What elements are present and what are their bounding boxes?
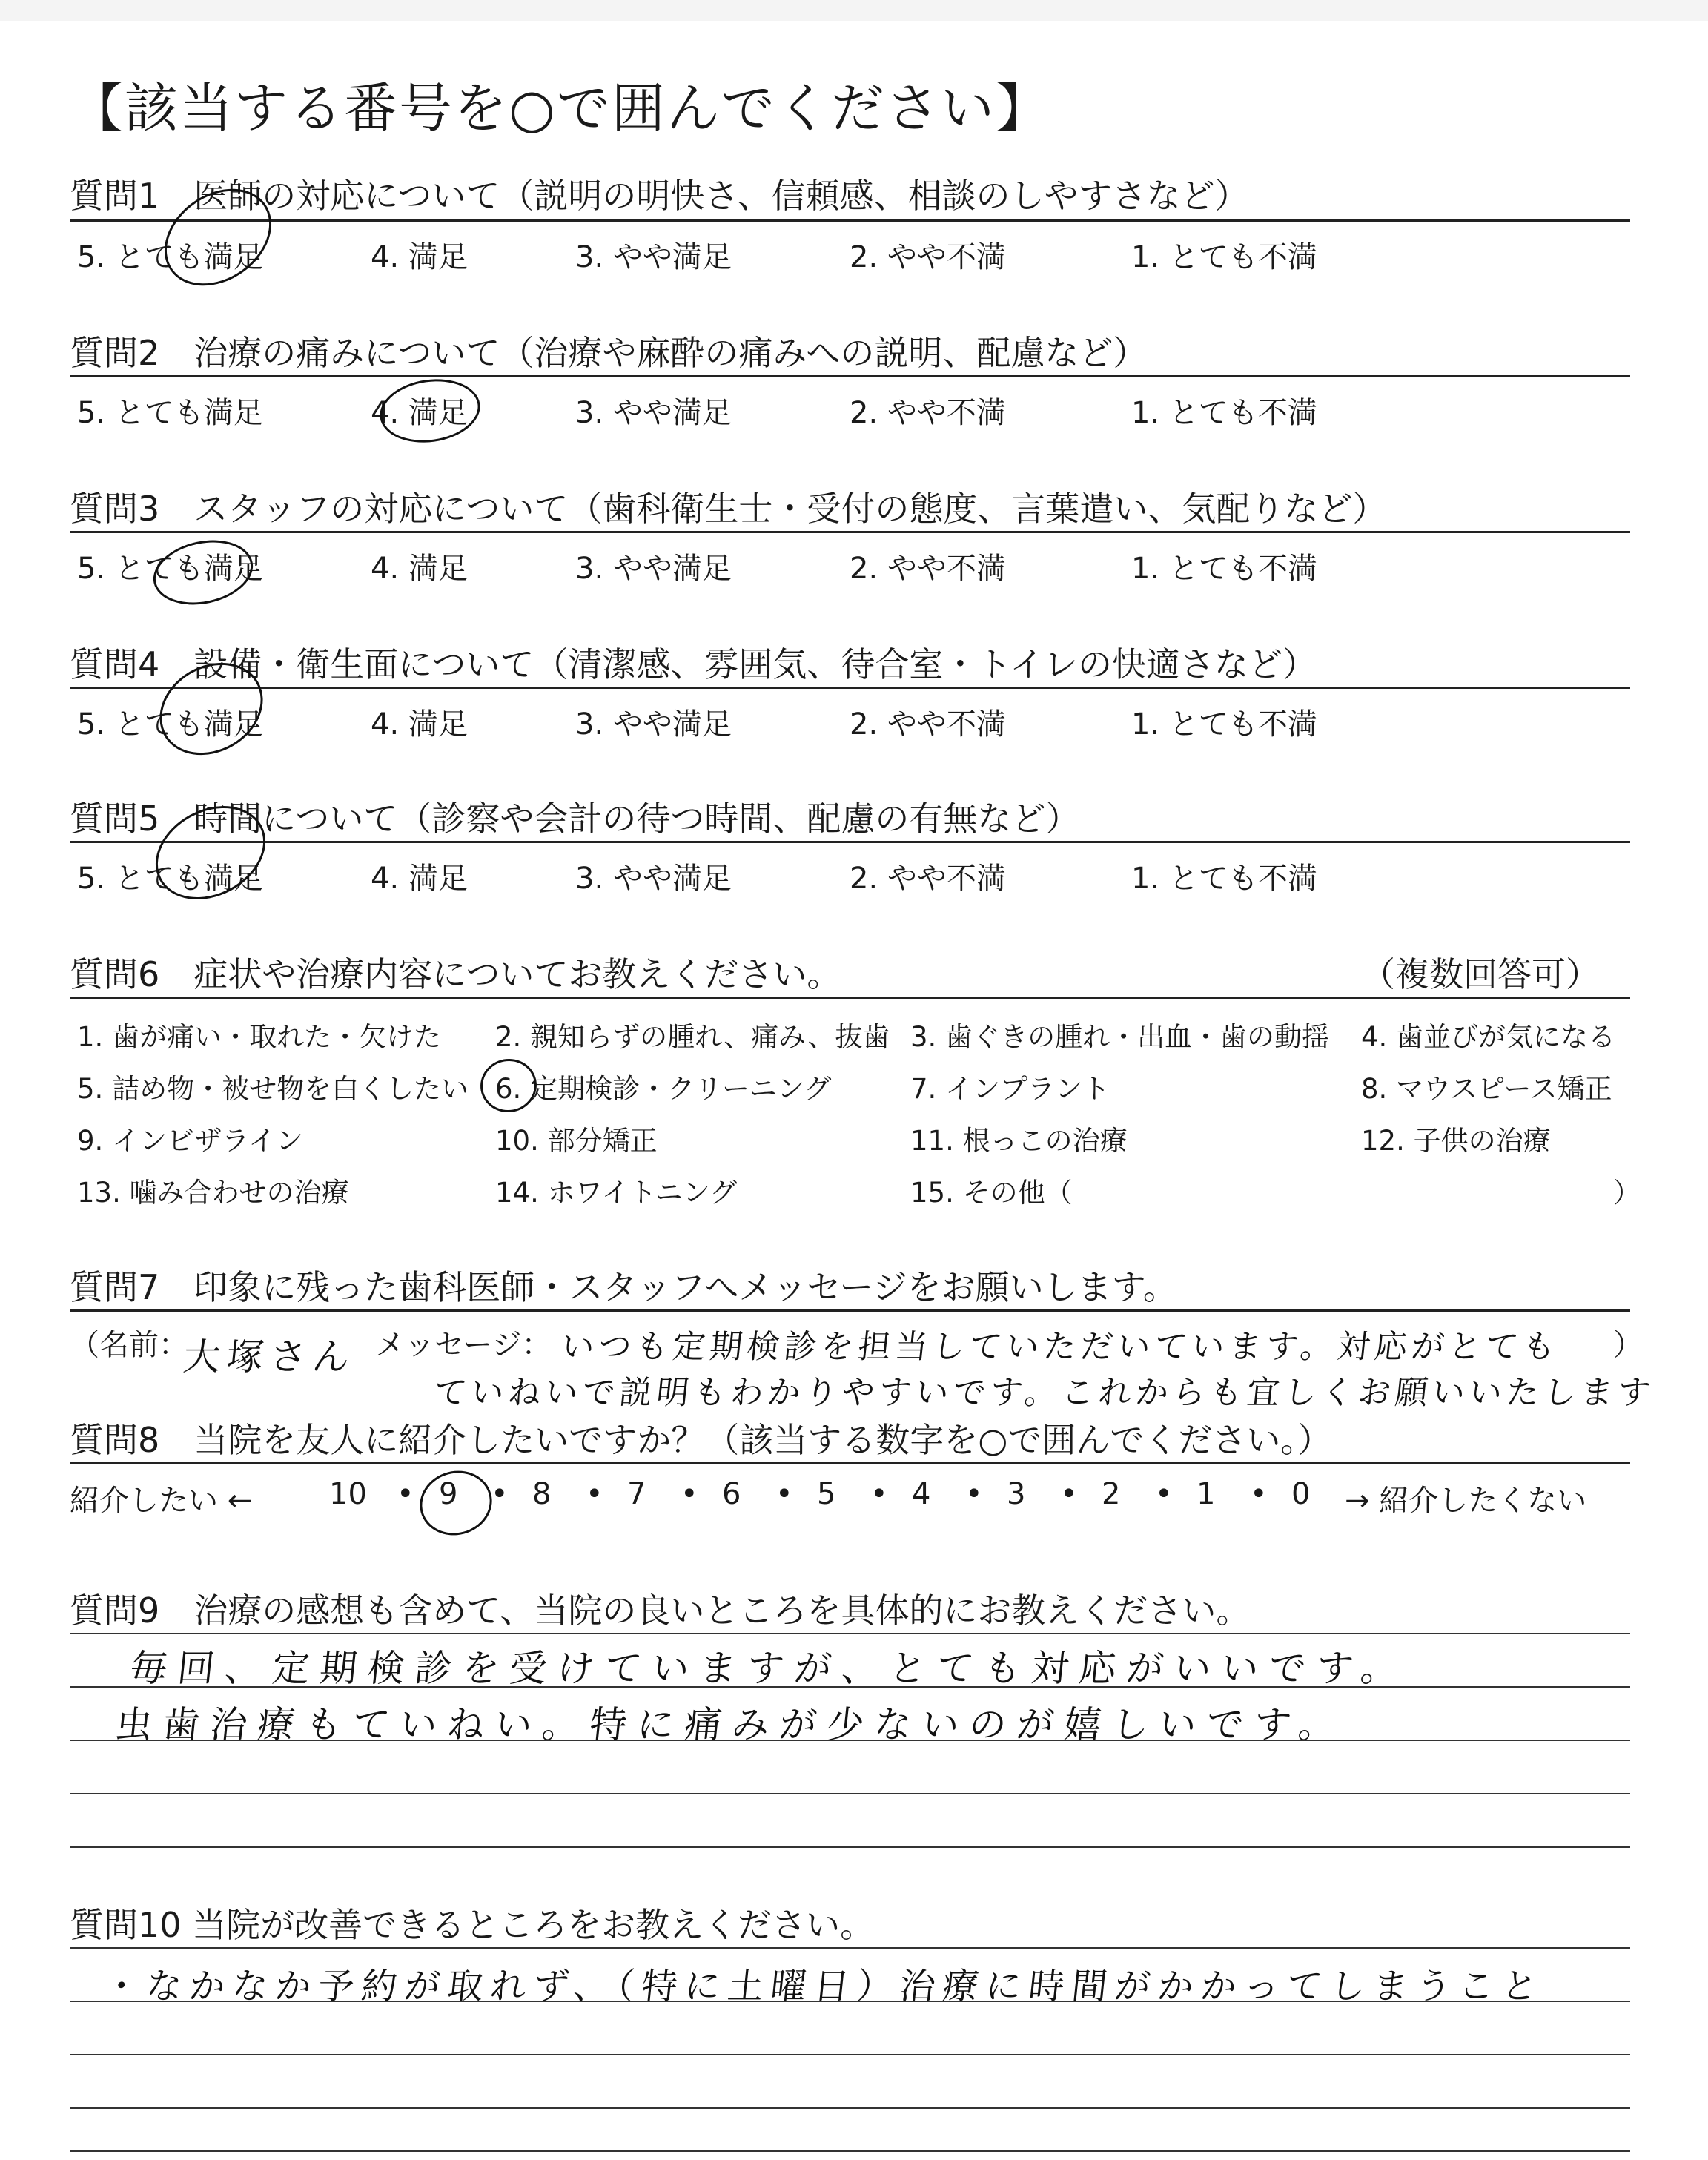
q3-circle-mark: [148, 532, 259, 613]
q1-option-1[interactable]: 1. とても不満: [1131, 240, 1317, 274]
q2-title: 質問2 治療の痛みについて（治療や麻酔の痛みへの説明、配慮など）: [70, 333, 1148, 373]
q1-rule: [70, 219, 1630, 222]
q9-answer-line: [70, 1633, 1630, 1634]
q6-option-11[interactable]: 11. 根っこの治療: [910, 1125, 1128, 1157]
q5-rule: [70, 841, 1630, 843]
q8-scale-dot: •: [1155, 1477, 1173, 1511]
q9-answer-line-1[interactable]: 毎回、定期検診を受けていますが、とても対応がいいです。: [128, 1647, 1411, 1690]
q7-rule: [70, 1309, 1630, 1312]
q7-title: 質問7 印象に残った歯科医師・スタッフへメッセージをお願いします。: [70, 1267, 1177, 1307]
q10-answer-line: [70, 2107, 1630, 2109]
q6-option-10[interactable]: 10. 部分矯正: [495, 1125, 658, 1157]
q2-circle-mark: [376, 373, 484, 449]
q8-circle-mark: [413, 1463, 500, 1543]
q3-option-3[interactable]: 3. やや満足: [575, 552, 732, 586]
q5-title: 質問5 時間について（診察や会計の待つ時間、配慮の有無など）: [70, 799, 1080, 839]
q6-circle-mark: [476, 1054, 540, 1117]
q10-answer-line: [70, 1947, 1630, 1949]
q4-option-2[interactable]: 2. やや不満: [850, 707, 1006, 742]
q3-option-4[interactable]: 4. 満足: [371, 552, 468, 586]
q8-scale-dot: •: [775, 1477, 793, 1511]
q8-scale-6[interactable]: 6: [722, 1477, 741, 1511]
q6-option-8[interactable]: 8. マウスピース矯正: [1361, 1073, 1612, 1105]
q6-option-4[interactable]: 4. 歯並びが気になる: [1361, 1021, 1616, 1053]
q2-option-4[interactable]: 4. 満足: [371, 396, 468, 430]
page-title: 【該当する番号を○で囲んでください】: [70, 77, 1050, 139]
q6-title: 質問6 症状や治療内容についてお教えください。: [70, 954, 841, 994]
q8-scale-8[interactable]: 8: [532, 1477, 552, 1511]
q4-rule: [70, 687, 1630, 689]
q3-title: 質問3 スタッフの対応について（歯科衛生士・受付の態度、言葉遣い、気配りなど）: [70, 489, 1387, 529]
q8-scale-3[interactable]: 3: [1007, 1477, 1026, 1511]
q9-title: 質問9 治療の感想も含めて、当院の良いところを具体的にお教えください。: [70, 1591, 1251, 1631]
q7-name-handwritten[interactable]: 大塚さん: [181, 1335, 358, 1378]
q8-scale-dot: •: [870, 1477, 888, 1511]
q3-option-5[interactable]: 5. とても満足: [77, 552, 263, 586]
q6-option-3[interactable]: 3. 歯ぐきの腫れ・出血・歯の動揺: [910, 1021, 1330, 1053]
q6-rule: [70, 997, 1630, 999]
q8-scale-dot: •: [1060, 1477, 1078, 1511]
q8-scale-dot: •: [491, 1477, 509, 1511]
q8-right-label: → 紹介したくない: [1345, 1484, 1587, 1518]
q9-answer-line: [70, 1846, 1630, 1848]
q8-scale-9[interactable]: 9: [439, 1477, 458, 1511]
q3-option-2[interactable]: 2. やや不満: [850, 552, 1006, 586]
q5-option-5[interactable]: 5. とても満足: [77, 862, 263, 896]
q5-option-1[interactable]: 1. とても不満: [1131, 862, 1317, 896]
q1-option-4[interactable]: 4. 満足: [371, 240, 468, 274]
q9-answer-line: [70, 1793, 1630, 1794]
q6-option-1[interactable]: 1. 歯が痛い・取れた・欠けた: [77, 1021, 442, 1053]
q6-option-13[interactable]: 13. 噛み合わせの治療: [77, 1177, 349, 1209]
q4-option-5[interactable]: 5. とても満足: [77, 707, 263, 742]
q6-option-7[interactable]: 7. インプラント: [910, 1073, 1110, 1105]
q1-option-2[interactable]: 2. やや不満: [850, 240, 1006, 274]
q8-scale-dot: •: [1250, 1477, 1268, 1511]
q6-option-2[interactable]: 2. 親知らずの腫れ、痛み、抜歯: [495, 1021, 890, 1053]
q8-scale-dot: •: [681, 1477, 698, 1511]
q8-scale-dot: •: [397, 1477, 414, 1511]
q10-answer-line: [70, 2150, 1630, 2152]
q8-scale-5[interactable]: 5: [817, 1477, 836, 1511]
q5-option-3[interactable]: 3. やや満足: [575, 862, 732, 896]
q7-message-line-2[interactable]: ていねいで説明もわかりやすいです。これからも宜しくお願いいたします: [431, 1374, 1657, 1412]
q6-option-9[interactable]: 9. インビザライン: [77, 1125, 303, 1157]
q8-scale-10[interactable]: 10: [329, 1477, 367, 1511]
q8-rule: [70, 1462, 1630, 1464]
q2-option-2[interactable]: 2. やや不満: [850, 396, 1006, 430]
q7-name-label: （名前：: [70, 1328, 188, 1362]
q7-close-paren: ）: [1613, 1328, 1643, 1362]
q8-left-label: 紹介したい ←: [70, 1484, 253, 1518]
q6-option-14[interactable]: 14. ホワイトニング: [495, 1177, 738, 1209]
q8-title: 質問8 当院を友人に紹介したいですか？（該当する数字を○で囲んでください。）: [70, 1420, 1332, 1460]
q8-scale-0[interactable]: 0: [1291, 1477, 1311, 1511]
q6-option-12[interactable]: 12. 子供の治療: [1361, 1125, 1551, 1157]
q2-option-1[interactable]: 1. とても不満: [1131, 396, 1317, 430]
q8-scale-dot: •: [586, 1477, 603, 1511]
q8-scale-7[interactable]: 7: [627, 1477, 646, 1511]
q8-scale-dot: •: [965, 1477, 983, 1511]
q3-option-1[interactable]: 1. とても不満: [1131, 552, 1317, 586]
q8-scale-1[interactable]: 1: [1196, 1477, 1216, 1511]
q4-option-4[interactable]: 4. 満足: [371, 707, 468, 742]
q8-scale-4[interactable]: 4: [912, 1477, 931, 1511]
q9-answer-line-2[interactable]: 虫歯治療もていねい。特に痛みが少ないのが嬉しいです。: [113, 1703, 1348, 1746]
q6-option-15[interactable]: 15. その他（: [910, 1177, 1073, 1209]
q2-option-3[interactable]: 3. やや満足: [575, 396, 732, 430]
q8-scale-2[interactable]: 2: [1102, 1477, 1121, 1511]
q1-title: 質問1 医師の対応について（説明の明快さ、信頼感、相談のしやすさなど）: [70, 176, 1249, 216]
q2-option-5[interactable]: 5. とても満足: [77, 396, 263, 430]
q3-rule: [70, 531, 1630, 533]
q6-note: （複数回答可）: [1361, 954, 1600, 994]
q5-option-4[interactable]: 4. 満足: [371, 862, 468, 896]
q6-option-6[interactable]: 6. 定期検診・クリーニング: [495, 1073, 832, 1105]
q6-option-5[interactable]: 5. 詰め物・被せ物を白くしたい: [77, 1073, 469, 1105]
q10-answer-line: [70, 2054, 1630, 2055]
q4-option-1[interactable]: 1. とても不満: [1131, 707, 1317, 742]
q10-answer-line-1[interactable]: ・なかなか予約が取れず、（特に土曜日）治療に時間がかかってしまうこと: [101, 1966, 1547, 2007]
q10-title: 質問10 当院が改善できるところをお教えください。: [70, 1905, 875, 1945]
q4-option-3[interactable]: 3. やや満足: [575, 707, 732, 742]
q1-option-3[interactable]: 3. やや満足: [575, 240, 732, 274]
q4-title: 質問4 設備・衛生面について（清潔感、雰囲気、待合室・トイレの快適さなど）: [70, 644, 1317, 684]
q1-option-5[interactable]: 5. とても満足: [77, 240, 263, 274]
q6-other-close-paren: ）: [1613, 1177, 1641, 1209]
q5-option-2[interactable]: 2. やや不満: [850, 862, 1006, 896]
q7-message-label: メッセージ：: [375, 1328, 552, 1362]
scan-edge: [0, 0, 1708, 21]
q7-message-line-1[interactable]: いつも定期検診を担当していただいています。対応がとても: [559, 1328, 1562, 1366]
q2-rule: [70, 375, 1630, 377]
